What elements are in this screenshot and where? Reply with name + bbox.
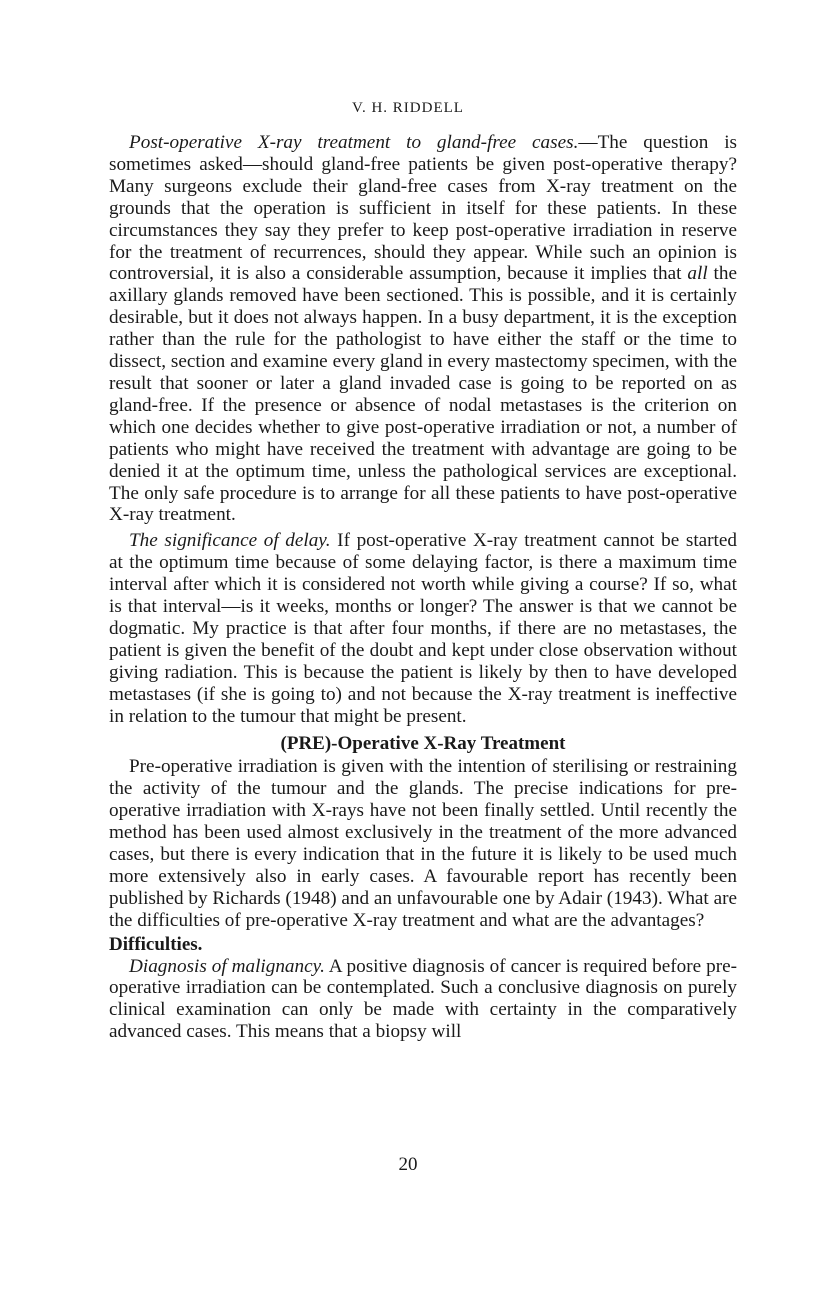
- paragraph-text: —The question is sometimes asked—should gland-free patients be given post-operative therapy? Many surgeons exclude their gland-free cases from X-ray treatment on the grounds that the operation is sufficient in itself for these patients. In these circumstances they say they prefer to keep post-operative irradiation in reserve for the treatment of recurrences, should they appear. While such an opinion is controversial, it is also a considerable assumption, because it implies that: [109, 132, 737, 285]
- section-lead-diagnosis: Diagnosis of malignancy.: [129, 955, 325, 977]
- heading-difficulties: Difficulties.: [109, 933, 203, 955]
- running-head: V. H. RIDDELL: [352, 100, 464, 116]
- paragraph-preoperative: Pre-operative irradiation is given with the intention of sterilising or restraining the activity of the tumour and the glands. The precise indications for pre-operative irradiation with X-rays have not been finally settled. Until recently the method has been used almost exclusively in the treatment of the more advanced cases, but there is every indication that in the future it is likely to be used much more extensively also in early cases. A favourable report has recently been published by Richards (1948) and an unfavourable one by Adair (1943). What are the difficulties of pre-operative X-ray treatment and what are the advantages?: [109, 756, 737, 931]
- body-text: [109, 132, 737, 1043]
- section-lead-postop: Post-operative X-ray treatment to gland-free cases.: [129, 132, 579, 153]
- paragraph-text: the axillary glands removed have been sectioned. This is possible, and it is certainly desirable, but it does not always happen. In a busy department, it is the exception rather than the rule for the pathologist to have either the staff or the time to dissect, section and examine every gland in every mastectomy specimen, with the result that sooner or later a gland invaded case is going to be reported on as gland-free. If the presence or absence of nodal metastases is the criterion on which one decides whether to give post-operative irradiation or not, a number of patients who might have received the treatment with advantage are going to be denied it at the optimum time, unless the pathological services are exceptional. The only safe procedure is to arrange for all these patients to have post-operative X-ray treatment.: [109, 263, 737, 526]
- paragraph-text: A positive diagnosis of cancer is required before pre-operative irradiation can be contemplated. Such a conclusive diagnosis on purely clinical examination can only be made with certainty in the comparatively advanced cases. This means that a biopsy will: [109, 955, 738, 1043]
- paragraph-significance-delay: [109, 530, 737, 727]
- section-lead-delay: The significance of delay.: [129, 530, 331, 552]
- paragraph-text: If post-operative X-ray treatment cannot be started at the optimum time because of some delaying factor, is there a maximum time interval after which it is considered not worth while giving a course? If so, what is that interval—is it weeks, months or longer? The answer is that we cannot be dogmatic. My practice is that after four months, if there are no metastases, the patient is given the benefit of the doubt and kept under close observation without giving radiation. This is because the patient is likely by then to have developed metastases (if she is going to) and not because the X-ray treatment is ineffective in relation to the tumour that might be present.: [109, 530, 737, 727]
- heading-preoperative: (PRE)-Operative X-Ray Treatment: [280, 733, 566, 755]
- page-number: 20: [398, 1154, 418, 1175]
- paragraph-diagnosis: [109, 956, 737, 1044]
- paragraph-postop-gland-free: [109, 132, 737, 526]
- emphasis-all: all: [687, 263, 708, 285]
